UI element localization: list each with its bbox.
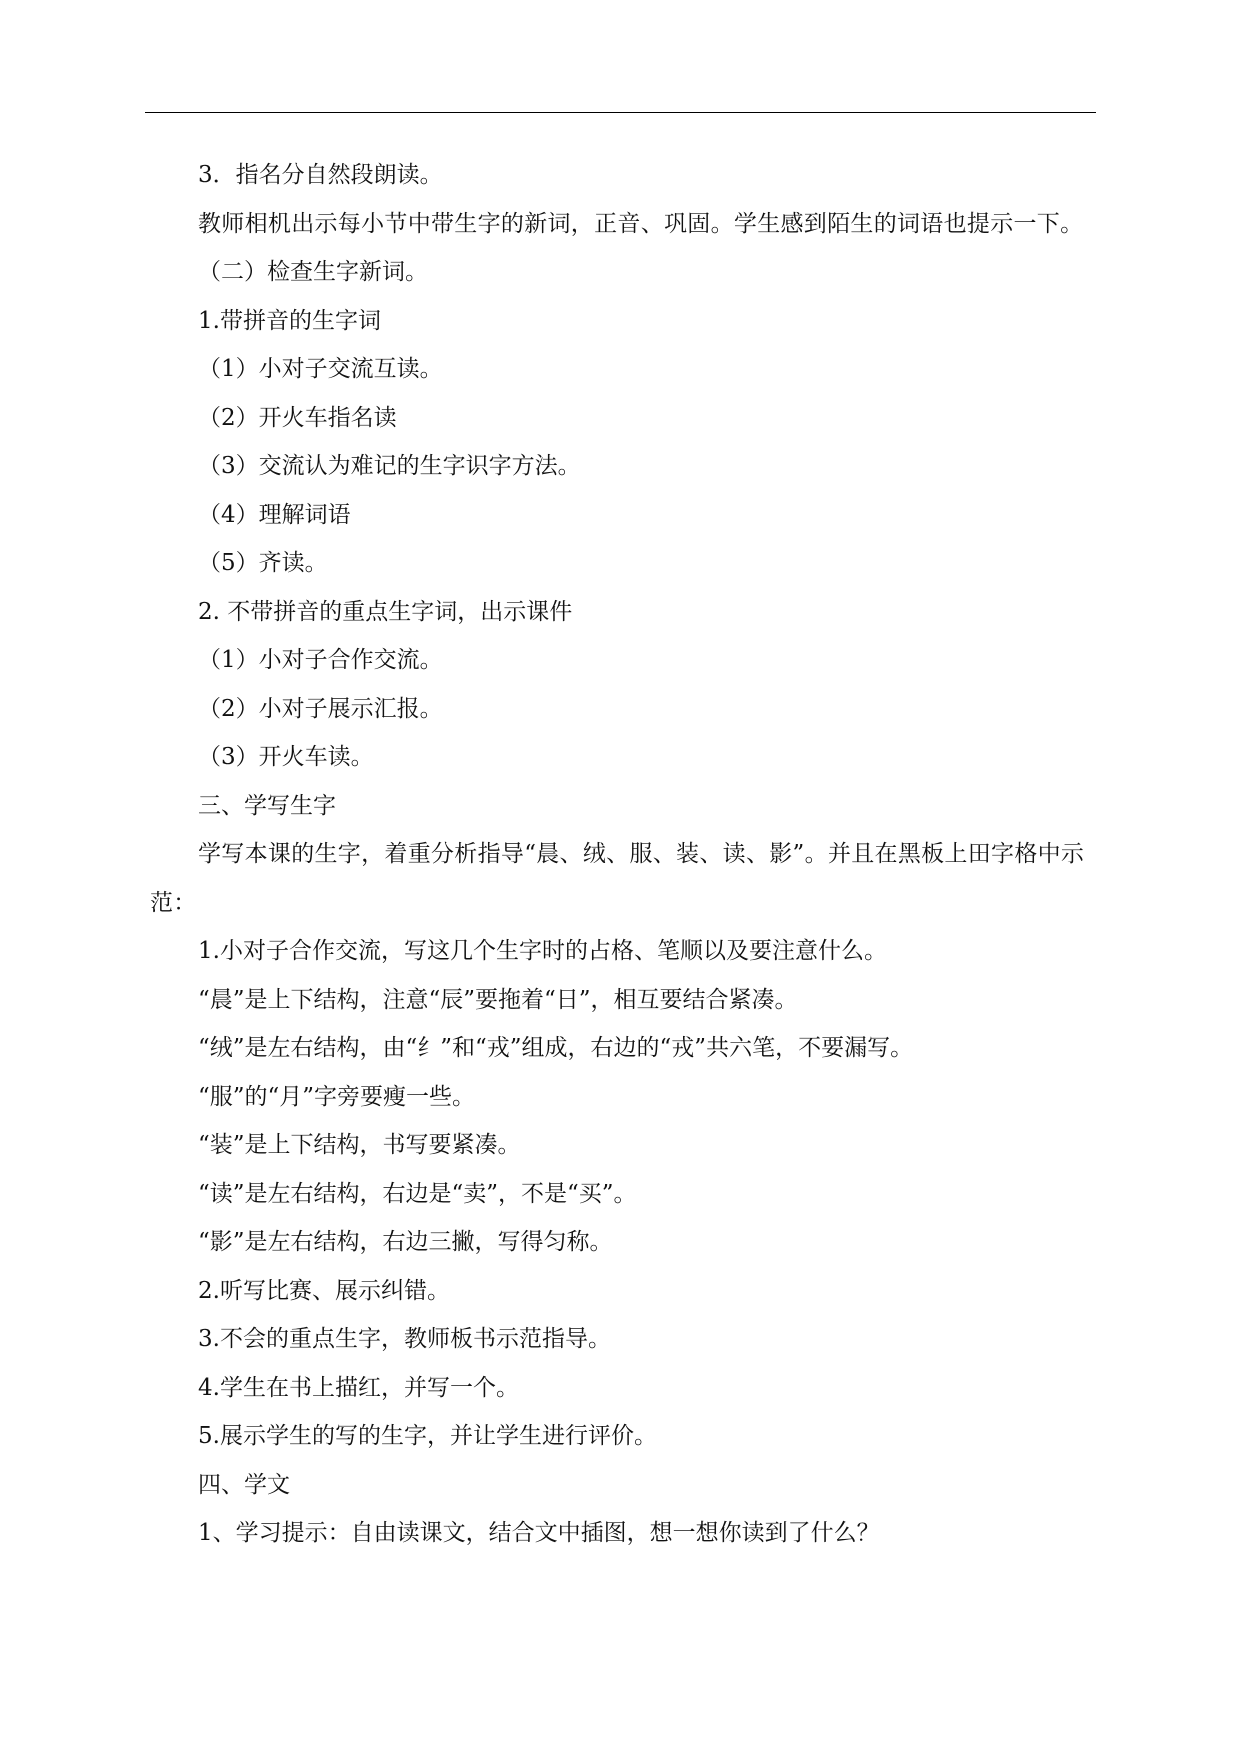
paragraph: （1）小对子交流互读。 [198, 356, 443, 382]
paragraph: 2. 不带拼音的重点生字词，出示课件 [198, 598, 573, 625]
paragraph: 3.不会的重点生字，教师板书示范指导。 [198, 1326, 611, 1352]
paragraph: “服”的“月”字旁要瘦一些。 [198, 1083, 476, 1110]
paragraph: （2）小对子展示汇报。 [198, 695, 443, 722]
paragraph: 教师相机出示每小节中带生字的新词，正音、巩固。学生感到陌生的词语也提示一下。 [198, 210, 1084, 237]
paragraph: （二）检查生字新词。 [198, 259, 428, 285]
paragraph: 1、学习提示：自由读课文，结合文中插图，想一想你读到了什么？ [198, 1520, 880, 1546]
paragraph: “读”是左右结构，右边是“卖”，不是“买”。 [198, 1180, 637, 1207]
paragraph: 三、学写生字 [198, 792, 336, 819]
paragraph: 4.学生在书上描红，并写一个。 [198, 1374, 519, 1401]
paragraph: （2）开火车指名读 [198, 404, 397, 431]
paragraph: 1.带拼音的生字词 [198, 307, 381, 334]
paragraph: （3）交流认为难记的生字识字方法。 [198, 453, 581, 479]
paragraph: 5.展示学生的写的生字，并让学生进行评价。 [198, 1423, 657, 1449]
paragraph: （3）开火车读。 [198, 744, 374, 770]
paragraph: “晨”是上下结构，注意“辰”要拖着“日”，相互要结合紧凑。 [198, 986, 798, 1013]
paragraph: 2.听写比赛、展示纠错。 [198, 1277, 450, 1304]
paragraph: “绒”是左右结构，由“纟”和“戎”组成，右边的“戎”共六笔，不要漏写。 [198, 1035, 914, 1061]
document-body [150, 151, 1094, 1558]
paragraph: 四、学文 [198, 1471, 290, 1498]
paragraph: 3．指名分自然段朗读。 [198, 162, 443, 188]
paragraph: “装”是上下结构，书写要紧凑。 [198, 1132, 521, 1158]
paragraph: （4）理解词语 [198, 501, 351, 528]
paragraph: “影”是左右结构，右边三撇，写得匀称。 [198, 1229, 613, 1255]
paragraph: （1）小对子合作交流。 [198, 647, 443, 673]
paragraph: 1.小对子合作交流，写这几个生字时的占格、笔顺以及要注意什么。 [198, 938, 887, 964]
paragraph: 学写本课的生字，着重分析指导“晨、绒、服、装、读、影”。并且在黑板上田字格中示范： [150, 841, 1085, 916]
paragraph: （5）齐读。 [198, 550, 328, 576]
header-rule [145, 112, 1096, 113]
